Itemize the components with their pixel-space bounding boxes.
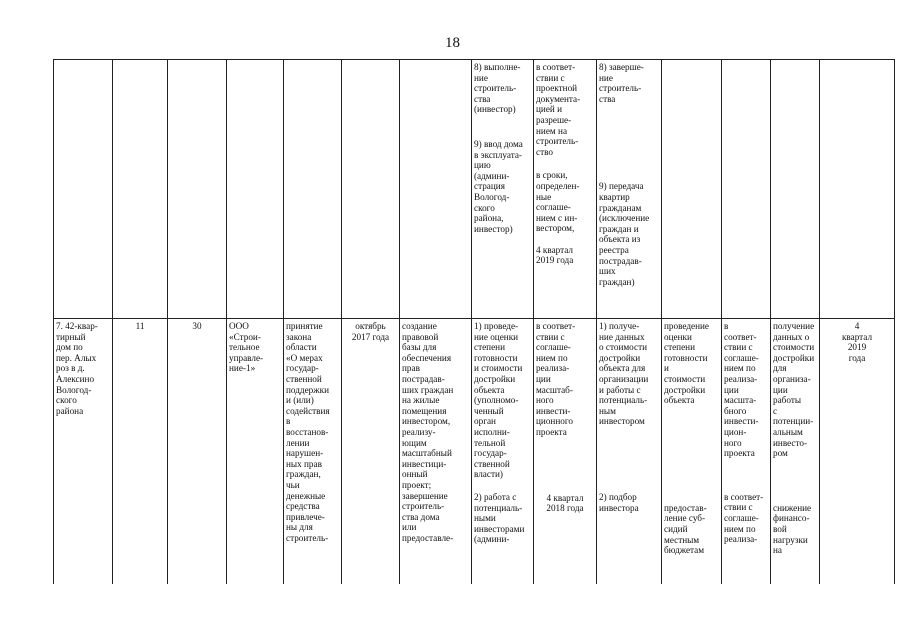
table-cell: [534, 319, 597, 585]
table-cell: [113, 319, 168, 585]
table-cell: [400, 60, 472, 319]
table-cell: [771, 319, 820, 585]
table-cell: [662, 319, 722, 585]
table-cell: [534, 60, 597, 319]
table-cell: [227, 60, 284, 319]
table-row: [54, 60, 895, 319]
table-cell: [54, 319, 113, 585]
page-number: 18: [445, 35, 460, 51]
table-row: [54, 319, 895, 585]
step9-action: 9) ввод дома в эксплуата- цию (админи- страция Вологод- ского района, инвестор): [474, 138, 523, 234]
step9-result: 9) передача квартир гражданам (исключение граждан и объекта из реестра пострадав- ших граждан): [599, 181, 650, 287]
table-cell: [597, 60, 662, 319]
table-cell: [342, 319, 400, 585]
measure2-text: проведение оценки степени готовности и стоимости достройки объекта: [664, 321, 710, 406]
table-cell: [597, 319, 662, 585]
table-cell: [722, 60, 771, 319]
table-cell: [472, 319, 534, 585]
result2-text-b: снижение финансо- вой нагрузки на: [773, 502, 812, 556]
step9-term: в сроки, определен- ные соглаше- нием с ин- вестором, 4 квартал 2019 года: [536, 170, 580, 266]
step2-action: 2) работа с потенциаль- ными инвесторами (админи-: [474, 491, 525, 545]
table-cell: [820, 319, 895, 585]
table-cell: [168, 319, 227, 585]
table-cell: [168, 60, 227, 319]
table-cell: [400, 319, 472, 585]
table-cell: [722, 319, 771, 585]
col3-value: 30: [192, 321, 202, 331]
measure-text: принятие закона области «О мерах государ- ственной поддержки и (или) содействия в восстанов- лении нарушен- ных прав граждан, чьи денежные средства привлече- ны для строитель-: [286, 321, 330, 543]
table-cell: [113, 60, 168, 319]
col2-value: 11: [135, 321, 145, 331]
step1-action: 1) проведе- ние оценки степени готовности и стоимости достройки объекта (уполномо- ченный орган исполни- тельной государ- ственной власти): [474, 321, 523, 480]
object-name: 7. 42-квар- тирный дом по пер. Алых роз в д. Алексино Вологод- ского района: [56, 321, 98, 416]
table-cell: [820, 60, 895, 319]
step8-action: 8) выполне- ние строитель- ства (инвестор): [474, 62, 521, 115]
table-cell: [662, 60, 722, 319]
goal-text: создание правовой базы для обеспечения прав пострадав- ших граждан на жилые помещения инвестором, реализу- ющим масштабный инвестици- онный проект; завершение строитель- ства дома или предоставле-: [402, 321, 454, 543]
measure2-text-b: предостав- ление суб- сидий местным бюджетам: [664, 502, 707, 556]
developer-name: ООО «Строи- тельное управле- ние-1»: [229, 321, 264, 374]
final-term: 4 квартал 2019 года: [841, 321, 873, 363]
table-cell: [227, 319, 284, 585]
step8-result: 8) заверше- ние строитель- ства: [599, 62, 644, 104]
step8-term: в соответ- ствии с проектной документа- цией и разреше- нием на строитель- ство: [536, 62, 581, 157]
term2-text-b: в соответ- ствии с соглаше- нием по реализа-: [724, 491, 764, 545]
table-cell: [472, 60, 534, 319]
table-cell: [771, 60, 820, 319]
step1-term: в соответ- ствии с соглаше- нием по реализа- ции масштаб- ного инвести- ционного проекта: [536, 321, 576, 437]
measures-table: [53, 59, 895, 584]
table-cell: [342, 60, 400, 319]
result2-text: получение данных о стоимости достройки для организа- ции работы с потенции- альным инвесто- ром: [773, 321, 815, 459]
table-cell: [284, 60, 342, 319]
table-cell: [54, 60, 113, 319]
step2-result: 2) подбор инвестора: [599, 491, 639, 513]
step1-result: 1) получе- ние данных о стоимости достройки объекта для организации и работы с потенциаль- ным инвестором: [599, 321, 649, 427]
step2-term: 4 квартал 2018 года: [546, 492, 584, 514]
term2-text: в соответ- ствии с соглаше- нием по реализа- ции масшта- бного инвести- цион- ного проекта: [724, 321, 759, 459]
table-cell: [284, 319, 342, 585]
measure-date: октябрь 2017 года: [351, 321, 390, 342]
